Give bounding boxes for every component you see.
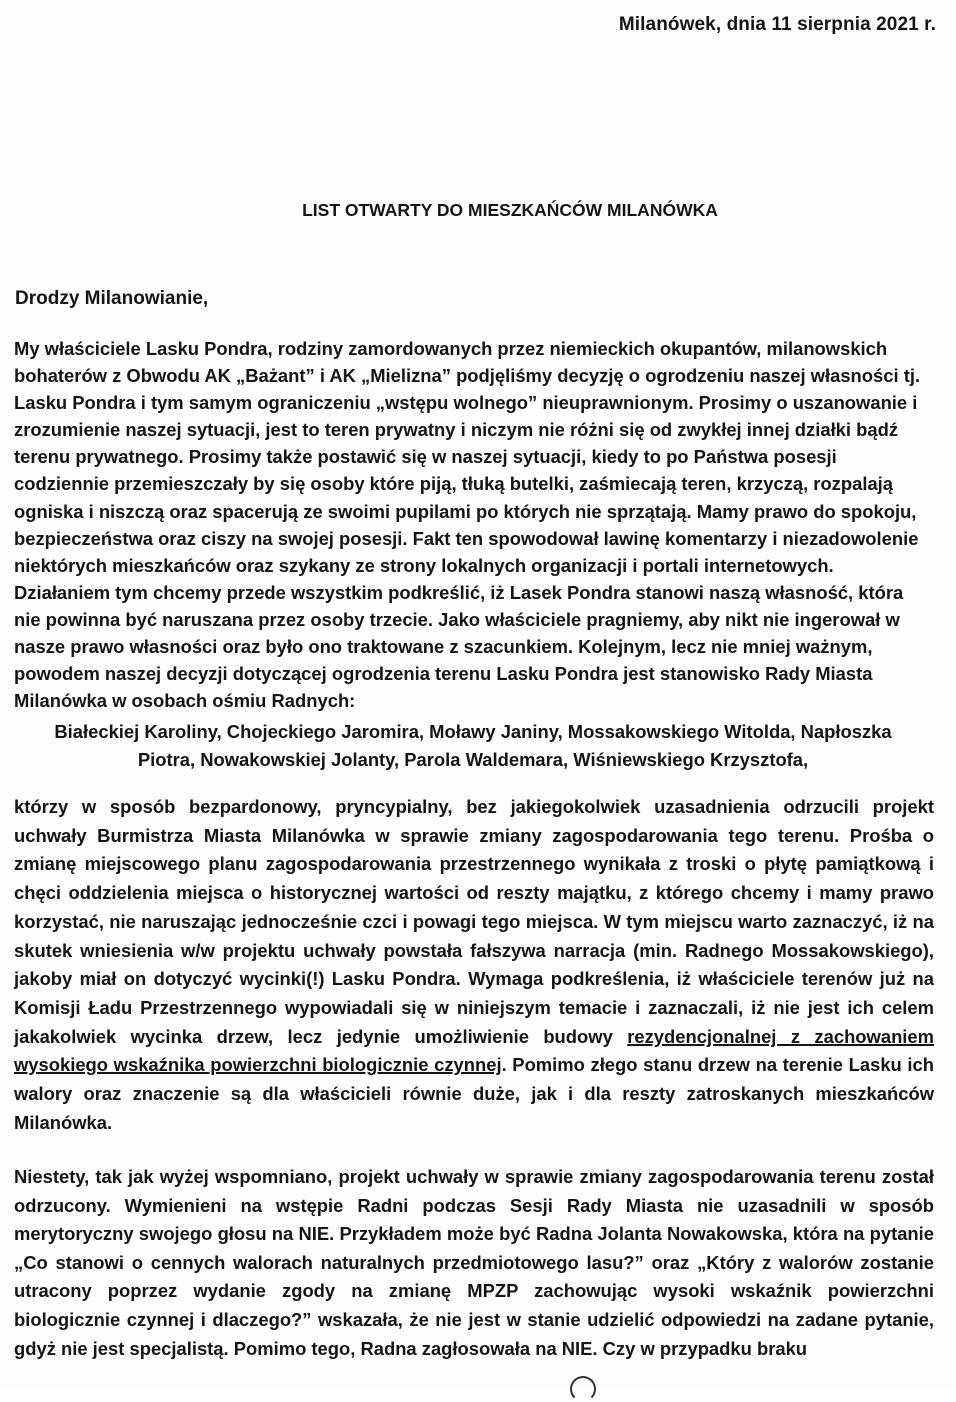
councillors-list [14,718,932,774]
paragraph-ownership: My właściciele Lasku Pondra, rodziny zamordowanych przez niemieckich okupantów, milanowskich bohaterów z Obwodu AK „Bażant” i AK „Mielizna” podjęliśmy decyzję o ogrodzeniu naszej własności tj. Lasku Pondra i tym samym ograniczeniu „wstępu wolnego” nieuprawnionym. Prosimy o uszanowanie i zrozumienie naszej sytuacji, jest to teren prywatny i niczym nie różni się od zwykłej innej działki bądź terenu prywatnego. Prosimy także postawić się w naszej sytuacji, kiedy to po Państwa posesji codziennie przemieszczały by się osoby które piją, tłuką butelki, zaśmiecają teren, krzyczą, rozpalają ogniska i niszczą oraz spacerują ze swoimi pupilami po których nie sprzątają. Mamy prawo do spokoju, bezpieczeństwa oraz ciszy na swojej posesji. Fakt ten spowodował lawinę komentarzy i niezadowolenie niektórych mieszkańców oraz szykany ze strony lokalnych organizacji i portali internetowych. Działaniem tym chcemy przede wszystkim podkreślić, iż Lasek Pondra stanowi naszą własność, która nie powinna być naruszana przez osoby trzecie. Jako właściciele pragniemy, aby nikt nie ingerował w nasze prawo własności oraz było ono traktowane z szacunkiem. Kolejnym, lecz nie mniej ważnym, powodem naszej decyzji dotyczącej ogrodzenia terenu Lasku Pondra jest stanowisko Rady Miasta Milanówka w osobach ośmiu Radnych: [14,338,921,712]
paragraph-council-text-end: . Pomimo złego stanu drzew na terenie Lasku ich walory oraz znaczenie są dla właścicieli równie duże, jak i dla reszty zatroskanych mieszkańców Milanówka. [14,1054,934,1133]
councillors-line-1: Białeckiej Karoliny, Chojeckiego Jaromira, Moławy Janiny, Mossakowskiego Witolda, Napłoszka [54,721,892,742]
paragraph-rejection: Niestety, tak jak wyżej wspomniano, projekt uchwały w sprawie zmiany zagospodarowania terenu został odrzucony. Wymienieni na wstępie Radni podczas Sesji Rady Miasta nie uzasadnili w sposób merytoryczny swojego głosu na NIE. Przykładem może być Radna Jolanta Nowakowska, która na pytanie „Co stanowi o cennych walorach naturalnych przedmiotowego lasu?” oraz „Który z walorów zostanie utracony poprzez wydanie zgody na zmianę MPZP zachowując wysoki wskaźnik powierzchni biologicznie czynnej i dlaczego?” wskazała, że nie jest w stanie udzielić odpowiedzi na zadane pytanie, gdyż nie jest specjalistą. Pomimo tego, Radna zagłosowała na NIE. Czy w przypadku braku [14,1166,934,1359]
paragraph-council-text-start: którzy w sposób bezpardonowy, pryncypialny, bez jakiegokolwiek uzasadnienia odrzucili projekt uchwały Burmistrza Miasta Milanówka w sprawie zmiany zagospodarowania tego terenu. Prośba o zmianę miejscowego planu zagospodarowania przestrzennego wynikała z troski o płytę pamiątkową i chęci oddzielenia miejsca o historycznej wartości od reszty majątku, z którego chcemy i mamy prawo korzystać, nie naruszając jednocześnie czci i powagi tego miejsca. W tym miejscu warto zaznaczyć, iż na skutek wniesienia w/w projektu uchwały powstała fałszywa narracja (min. Radnego Mossakowskiego), jakoby miał on dotyczyć wycinki(!) Lasku Pondra. Wymaga podkreślenia, iż właściciele terenów już na Komisji Ładu Przestrzennego wypowiadali się w niniejszym temacie i zaznaczali, iż nie jest ich celem jakakolwiek wycinka drzew, lecz jedynie umożliwienie budowy [14,796,934,1047]
letter-title: LIST OTWARTY DO MIESZKAŃCÓW MILANÓWKA [302,200,718,220]
councillors-line-2: Piotra, Nowakowskiej Jolanty, Parola Waldemara, Wiśniewskiego Krzysztofa, [137,749,809,770]
bottom-page-mark [570,1376,596,1402]
letter-greeting: Drodzy Milanowianie, [15,288,209,309]
paragraph-council-decision [14,793,934,1137]
underlined-phrase: rezydencjonalnej z zachowaniem wysokiego wskaźnika powierzchni biologicznie czynnej [14,1025,934,1076]
letter-date: Milanówek, dnia 11 sierpnia 2021 r. [618,14,936,35]
